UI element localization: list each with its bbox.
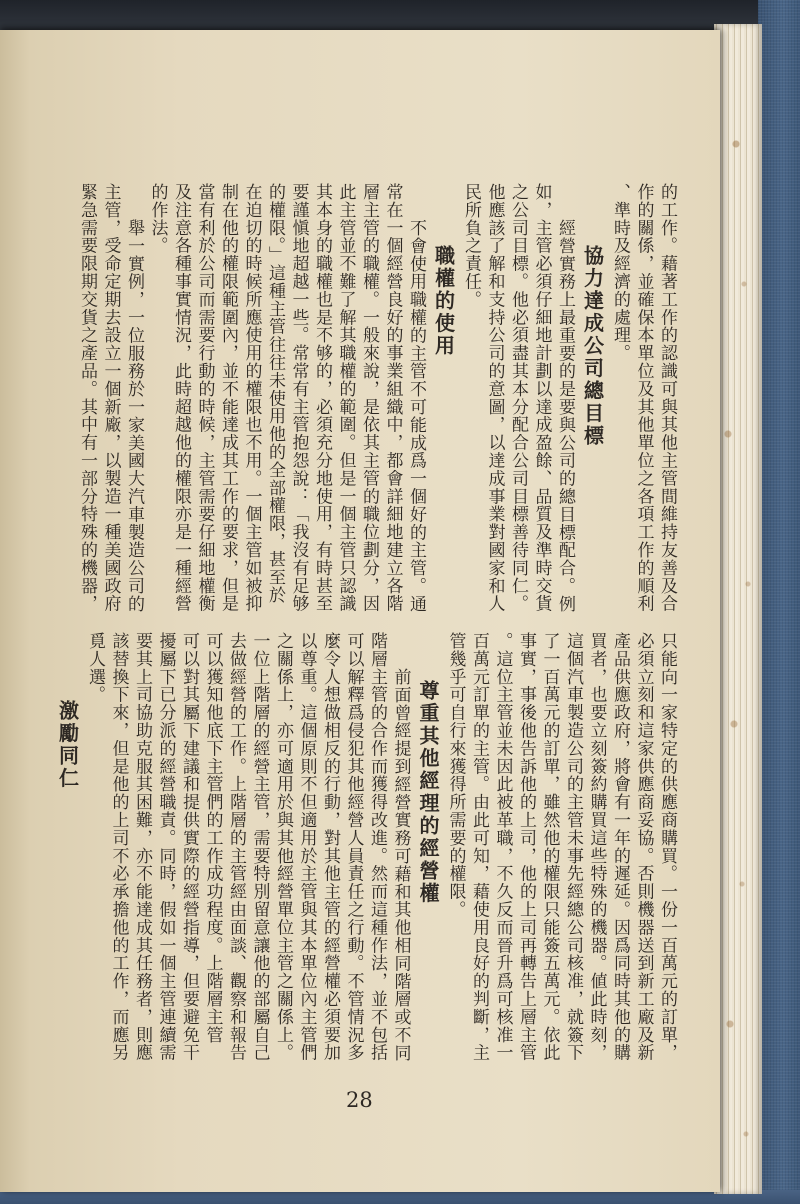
text-column: 他應該了解和支持公司的意圖，以達成事業對國家和人 — [484, 183, 505, 613]
text-column: 百萬元訂單的主管。由此可知，藉使用良好的判斷，主 — [469, 632, 489, 1062]
text-column: 之關係上，亦可適用於與其他經營單位主管之關係上。 — [273, 632, 293, 1062]
text-column: 買者，也要立刻簽約購買這些特殊的機器。値此時刻， — [586, 632, 607, 1062]
text-column: 該替換下來，但是他的上司不必承擔他的工作，而應另 — [108, 632, 129, 1062]
text-column: 可以對其屬下建議和提供實際的經營指導，但要避免干 — [179, 632, 199, 1062]
text-column: 在迫切的時候所應使用的權限也不用。一個主管如被抑 — [241, 183, 262, 613]
text-column: 擾屬下已分派的經營職責。同時，假如一個主管連續需 — [155, 632, 176, 1062]
text-column: 要其上司協助克服其困難，亦不能達成其任務者，則應 — [132, 632, 152, 1062]
section-heading: 協力達成公司總目標 — [580, 245, 605, 448]
lower-text-block — [51, 632, 678, 1077]
section-heading: 尊重其他經理的經營權 — [416, 680, 440, 905]
section-heading: 激勵同仁 — [55, 700, 80, 790]
text-column: 可以獲知他底下主管們的工作成功程度。上階層主管 — [202, 632, 223, 1044]
text-column: 管幾乎可自行來獲得所需要的權限。 — [445, 632, 466, 919]
text-column: 的工作。藉著工作的認識可與其他主管間維持友善及合 — [657, 183, 677, 613]
book-page — [0, 30, 720, 1192]
text-column: 了一百萬元的訂單，雖然他的權限只能簽五萬元。依此 — [539, 632, 560, 1062]
text-column: 之公司目標。他必須盡其本分配合公司目標善待同仁。 — [508, 183, 528, 613]
text-column: 經營實務上最重要的是要與公司的總目標配合。例 — [555, 219, 575, 613]
text-column: 民所負之責任。 — [461, 183, 481, 309]
page-number: 28 — [346, 1088, 373, 1112]
text-column: 常在一個經營良好的事業組織中，都會詳細地建立各階 — [382, 183, 403, 613]
text-column: 一位上階層的經營主管，需要特別留意讓他的部屬自己 — [249, 632, 270, 1062]
text-column: 、準時及經濟的處理。 — [610, 183, 630, 362]
text-column: 及注意各種事實情況，此時超越他的權限亦是一種經營 — [171, 183, 191, 613]
book-cover-cloth-bottom — [0, 1190, 800, 1204]
text-column: 的作法。 — [147, 183, 168, 255]
text-column: 當有利於公司而需要行動的時候，主管需要仔細地權衡 — [194, 183, 215, 613]
text-column: 如，主管必須仔細地計劃以達成盈餘、品質及準時交貨 — [531, 183, 552, 613]
text-column: 階層主管的合作而獲得改進。然而這種作法，並不包括 — [367, 632, 387, 1062]
text-column: 以尊重。這個原則不但適用於主管與其本單位內主管們 — [296, 632, 317, 1062]
section-heading: 職權的使用 — [431, 245, 456, 358]
text-column: 必須立刻和這家供應商妥協。否則機器送到新工廠及新 — [633, 632, 654, 1062]
text-column: 主管，受命定期去設立一個新廠，以製造一種美國政府 — [100, 183, 121, 613]
text-column: 。這位主管並未因此被革職，不久反而晉升爲可核准一 — [492, 632, 513, 1062]
text-column: 舉一實例，一位服務於一家美國大汽車製造公司的 — [124, 219, 144, 613]
text-column: 前面曾經提到經營實務可藉和其他相同階層或不同 — [390, 668, 411, 1062]
text-column: 層主管的職權。一般來說，是依其主管的職位劃分，因 — [359, 183, 379, 613]
text-column: 去做經營的工作。上階層的主管經由面談、觀察和報告 — [226, 632, 246, 1062]
text-column: 可以解釋爲侵犯其他經營人員責任之行動。不管情況多 — [343, 632, 364, 1062]
text-column: 制在他的權限範圍內，並不能達成其工作的要求，但是 — [218, 183, 238, 613]
page-edges — [714, 24, 762, 1194]
text-column: 緊急需要限期交貨之產品。其中有一部分特殊的機器， — [77, 183, 97, 613]
text-column: 的權限。」這種主管往往未使用他的全部權限，甚至於 — [265, 183, 285, 605]
text-column: 作的關係，並確保本單位及其他單位之各項工作的順利 — [633, 183, 654, 613]
text-column: 這個汽車製造公司的主管未事先經總公司核准，就簽下 — [563, 632, 583, 1062]
text-column: 覓人選。 — [85, 632, 105, 704]
upper-text-block — [75, 183, 679, 623]
text-column: 只能向一家特定的供應商購買。一份一百萬元的訂單， — [657, 632, 677, 1062]
text-column: 要謹愼地超越一些。常常有主管抱怨說：「我沒有足够 — [288, 183, 309, 613]
text-column: 產品供應政府，將會有一年的遲延。因爲同時其他的購 — [610, 632, 630, 1062]
text-column: 不會使用職權的主管不可能成爲一個好的主管。通 — [406, 219, 426, 613]
text-column: 此主管並不難了解其職權的範圍。但是一個主管只認識 — [335, 183, 356, 613]
text-column: 事實，事後他告訴他的上司，他的上司再轉告上層主管 — [516, 632, 536, 1062]
text-column: 麼令人想做相反的行動，對其他主管的經營權必須要加 — [320, 632, 340, 1062]
text-column: 其本身的職權也是不够的，必須充分地使用，有時甚至 — [312, 183, 332, 613]
book-cover-cloth — [758, 0, 800, 1204]
